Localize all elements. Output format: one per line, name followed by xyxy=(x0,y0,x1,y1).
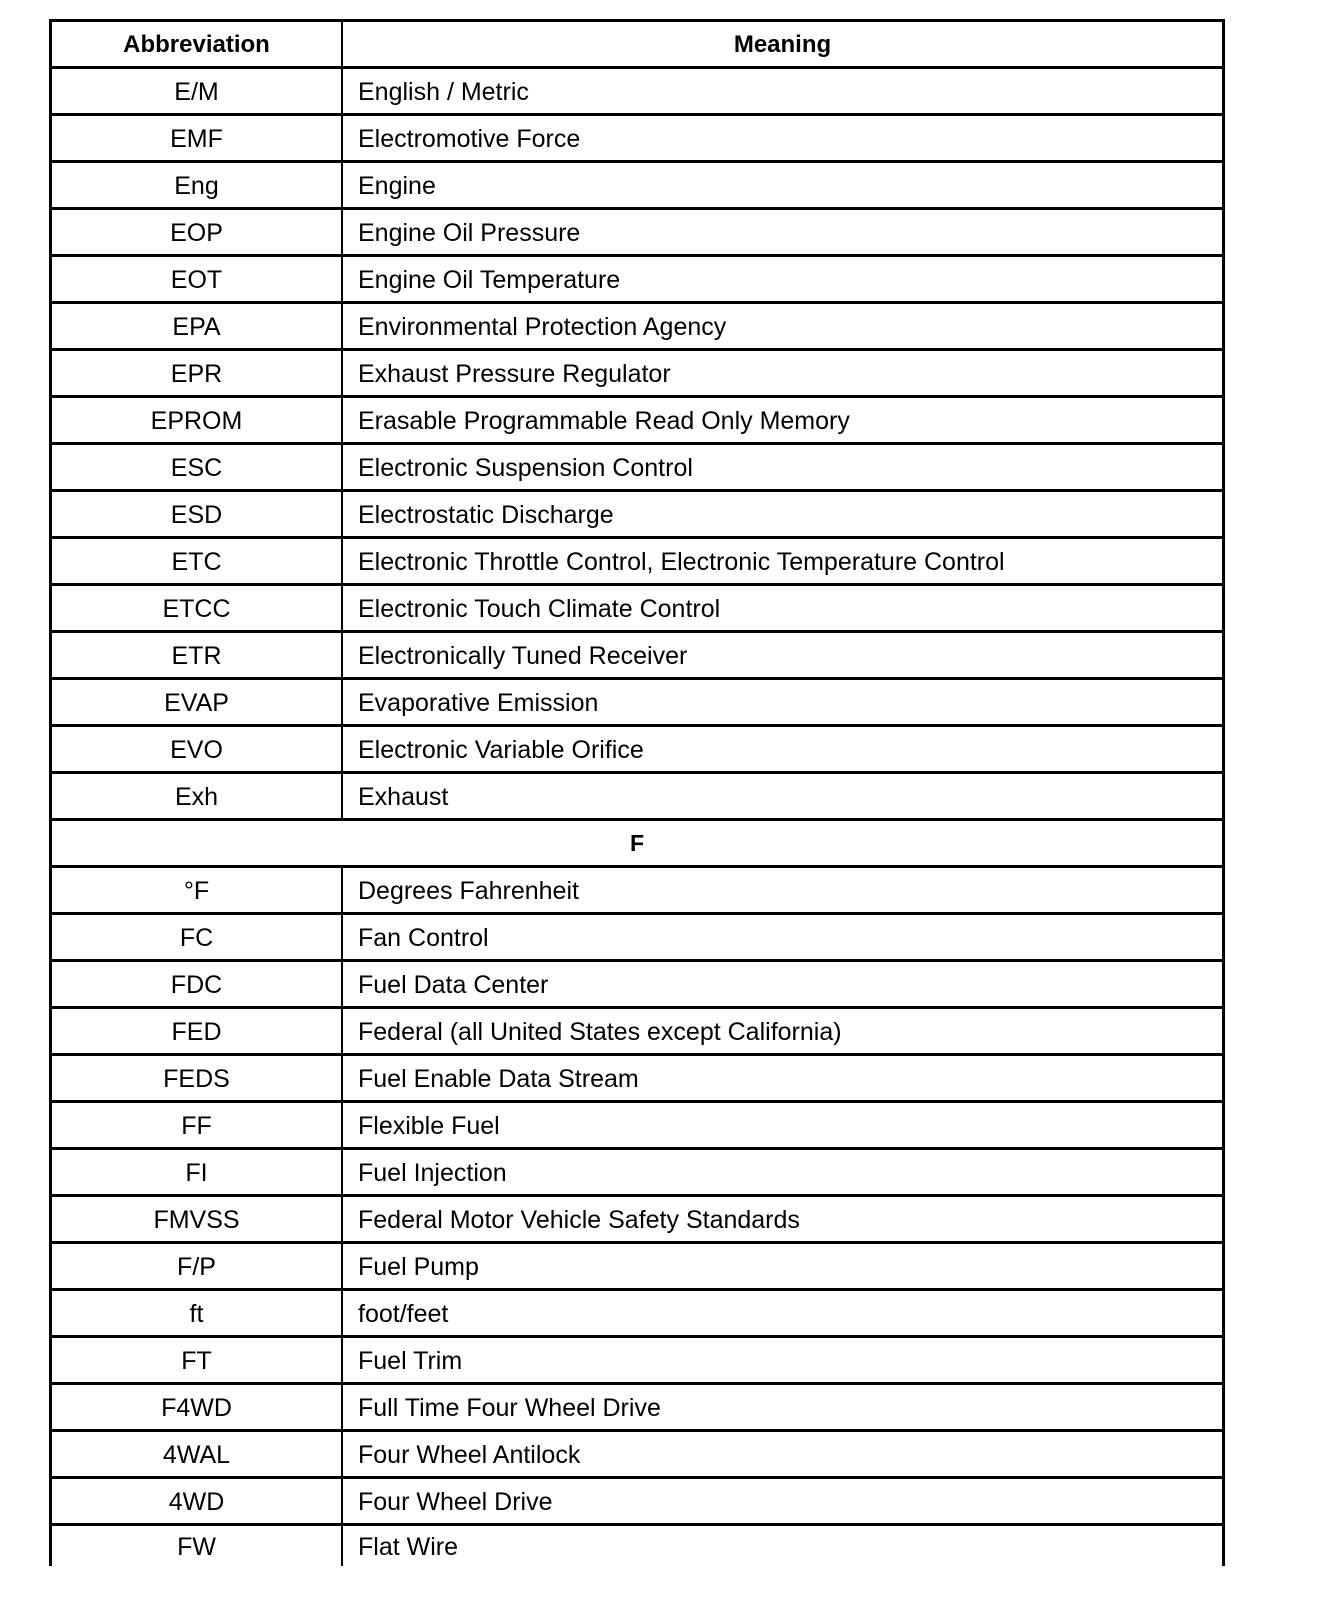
meaning-cell: Federal Motor Vehicle Safety Standards xyxy=(358,1205,800,1234)
meaning-cell: Fuel Data Center xyxy=(358,970,549,999)
meaning-cell: Four Wheel Antilock xyxy=(358,1440,581,1469)
table-row xyxy=(52,445,1222,492)
abbreviation-cell: FW xyxy=(52,1526,343,1566)
meaning-cell: Degrees Fahrenheit xyxy=(358,876,579,905)
meaning-cell: Electronically Tuned Receiver xyxy=(358,641,688,670)
meaning-cell: Exhaust Pressure Regulator xyxy=(358,359,671,388)
table-row xyxy=(52,69,1222,116)
meaning-cell: Evaporative Emission xyxy=(358,688,599,717)
table-row xyxy=(52,1291,1222,1338)
meaning-cell: Engine Oil Pressure xyxy=(358,218,581,247)
meaning-cell: Flexible Fuel xyxy=(358,1111,500,1140)
meaning-cell: Erasable Programmable Read Only Memory xyxy=(358,406,850,435)
table-row xyxy=(52,1150,1222,1197)
table-row xyxy=(52,1103,1222,1150)
abbreviation-cell: E/M xyxy=(52,69,343,113)
abbreviation-cell: F/P xyxy=(52,1244,343,1288)
table-row xyxy=(52,915,1222,962)
meaning-cell: Engine xyxy=(358,171,436,200)
table-row xyxy=(52,304,1222,351)
section-header-f: F xyxy=(52,821,1222,868)
table-row xyxy=(52,539,1222,586)
table-row xyxy=(52,351,1222,398)
table-row xyxy=(52,210,1222,257)
abbreviation-cell: F4WD xyxy=(52,1385,343,1429)
abbreviation-cell: 4WAL xyxy=(52,1432,343,1476)
abbreviation-cell: FDC xyxy=(52,962,343,1006)
abbreviation-cell: EOT xyxy=(52,257,343,301)
meaning-cell: Electronic Touch Climate Control xyxy=(358,594,721,623)
abbreviation-cell: EVAP xyxy=(52,680,343,724)
table-row xyxy=(52,774,1222,821)
abbreviation-cell: EPA xyxy=(52,304,343,348)
table-row xyxy=(52,1432,1222,1479)
abbreviation-cell: EVO xyxy=(52,727,343,771)
meaning-cell: Electrostatic Discharge xyxy=(358,500,614,529)
abbreviation-table xyxy=(49,19,1225,1566)
meaning-cell: Engine Oil Temperature xyxy=(358,265,621,294)
abbreviation-cell: ETCC xyxy=(52,586,343,630)
table-row xyxy=(52,163,1222,210)
abbreviation-cell: ESC xyxy=(52,445,343,489)
table-row xyxy=(52,1338,1222,1385)
abbreviation-cell: Eng xyxy=(52,163,343,207)
table-row xyxy=(52,586,1222,633)
table-row xyxy=(52,1385,1222,1432)
abbreviation-cell: ft xyxy=(52,1291,343,1335)
abbreviation-cell: ETC xyxy=(52,539,343,583)
meaning-cell: Environmental Protection Agency xyxy=(358,312,727,341)
table-row xyxy=(52,1197,1222,1244)
meaning-cell: Federal (all United States except California) xyxy=(358,1017,842,1046)
abbreviation-cell: ETR xyxy=(52,633,343,677)
meaning-cell: English / Metric xyxy=(358,77,529,106)
meaning-cell: Exhaust xyxy=(358,782,449,811)
table-row xyxy=(52,1244,1222,1291)
abbreviation-cell: FI xyxy=(52,1150,343,1194)
table-header xyxy=(52,22,1222,69)
abbreviation-cell: EPROM xyxy=(52,398,343,442)
abbreviation-cell: EPR xyxy=(52,351,343,395)
meaning-cell: Electronic Variable Orifice xyxy=(358,735,644,764)
header-meaning: Meaning xyxy=(733,31,832,58)
table-row xyxy=(52,116,1222,163)
abbreviation-cell: FC xyxy=(52,915,343,959)
abbreviation-cell: FF xyxy=(52,1103,343,1147)
table-row xyxy=(52,1526,1222,1566)
abbreviation-cell: ESD xyxy=(52,492,343,536)
abbreviation-cell: Exh xyxy=(52,774,343,818)
meaning-cell: Fuel Enable Data Stream xyxy=(358,1064,639,1093)
abbreviation-cell: EMF xyxy=(52,116,343,160)
table-row xyxy=(52,1479,1222,1526)
table-row xyxy=(52,962,1222,1009)
table-row xyxy=(52,727,1222,774)
abbreviation-cell: °F xyxy=(52,868,343,912)
table-row xyxy=(52,398,1222,445)
meaning-cell: Full Time Four Wheel Drive xyxy=(358,1393,661,1422)
meaning-cell: Fuel Trim xyxy=(358,1346,463,1375)
meaning-cell: Fuel Pump xyxy=(358,1252,479,1281)
table-row xyxy=(52,1009,1222,1056)
table-row xyxy=(52,1056,1222,1103)
abbreviation-cell: FEDS xyxy=(52,1056,343,1100)
table-row xyxy=(52,868,1222,915)
meaning-cell: Flat Wire xyxy=(358,1532,458,1561)
table-row xyxy=(52,492,1222,539)
meaning-cell: foot/feet xyxy=(358,1299,449,1328)
abbreviation-cell: FED xyxy=(52,1009,343,1053)
table-row xyxy=(52,633,1222,680)
meaning-cell: Fan Control xyxy=(358,923,489,952)
abbreviation-cell: FMVSS xyxy=(52,1197,343,1241)
header-abbreviation: Abbreviation xyxy=(52,22,343,66)
meaning-cell: Four Wheel Drive xyxy=(358,1487,553,1516)
meaning-cell: Electronic Suspension Control xyxy=(358,453,693,482)
meaning-cell: Electronic Throttle Control, Electronic Temperature Control xyxy=(358,547,1005,576)
meaning-cell: Fuel Injection xyxy=(358,1158,507,1187)
abbreviation-cell: EOP xyxy=(52,210,343,254)
table-row xyxy=(52,257,1222,304)
abbreviation-cell: 4WD xyxy=(52,1479,343,1523)
abbreviation-cell: FT xyxy=(52,1338,343,1382)
meaning-cell: Electromotive Force xyxy=(358,124,581,153)
table-row xyxy=(52,680,1222,727)
